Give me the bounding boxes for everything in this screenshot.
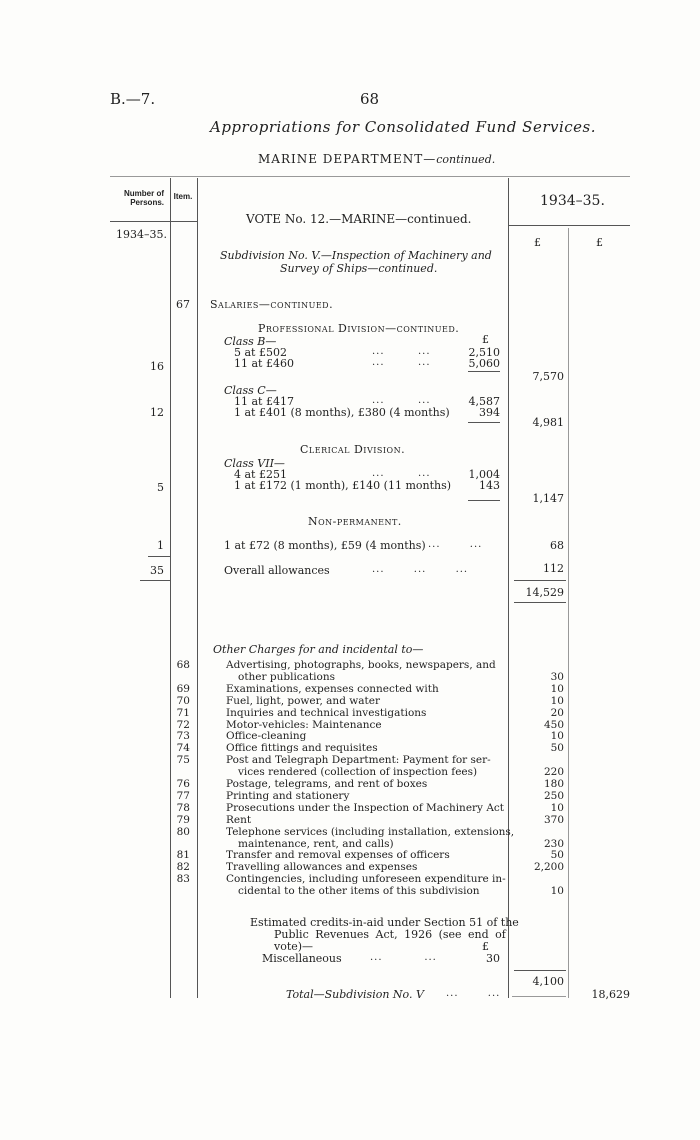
non-permanent-heading: Non-permanent.: [308, 515, 402, 528]
charge-item-number: 75: [176, 754, 190, 767]
credits-line3: vote)—: [274, 940, 314, 953]
class-c-row2-label: 1 at £401 (8 months), £380 (4 months): [234, 406, 450, 419]
charge-item-amount: 370: [543, 813, 564, 826]
class-c-row1-label: 11 at £417: [234, 395, 294, 408]
item-text-divider: [197, 178, 198, 998]
pound-sign-col1: £: [534, 236, 541, 249]
clerical-division-heading: Clerical Division.: [300, 443, 406, 456]
charge-item-label: Contingencies, including unforeseen expenditure in-: [226, 873, 506, 886]
leader-dots: ... ...: [372, 346, 431, 357]
pound-sign-subcol: £: [482, 333, 489, 346]
salaries-sum-rule: [514, 580, 566, 581]
non-permanent-amount: 68: [550, 539, 564, 552]
charge-item-label-cont: maintenance, rent, and calls): [238, 837, 394, 850]
charge-item-number: 73: [176, 730, 190, 743]
charge-item-label: Motor-vehicles: Maintenance: [226, 718, 382, 731]
leader-dots: ... ...: [446, 988, 501, 999]
charge-item-amount: 30: [550, 670, 564, 683]
charge-item-amount: 10: [550, 885, 564, 898]
charge-item-number: 80: [176, 825, 190, 838]
class-vii-persons: 5: [157, 481, 164, 494]
charge-item-amount: 2,200: [533, 861, 564, 874]
charge-item-label: Prosecutions under the Inspection of Machinery Act: [226, 801, 505, 814]
amount-divider: [568, 228, 569, 998]
persons-sum-rule: [148, 556, 170, 557]
charge-item-amount: 50: [550, 849, 564, 862]
class-vii-total: 1,147: [532, 492, 564, 505]
class-c-label: Class C—: [224, 384, 277, 397]
leader-dots: ... ...: [372, 395, 431, 406]
charge-item-number: 77: [176, 789, 190, 802]
overall-allowances-amount: 112: [543, 562, 564, 575]
leader-dots: ... ...: [372, 468, 431, 479]
charge-item-label: Post and Telegraph Department: Payment for ser-: [226, 754, 491, 767]
table-top-rule: [110, 176, 630, 177]
class-vii-row2-amount: 143: [479, 479, 500, 492]
charge-item-number: 71: [176, 706, 190, 719]
class-vii-row2-label: 1 at £172 (1 month), £140 (11 months): [234, 479, 452, 492]
class-b-row2-amount: 5,060: [468, 357, 500, 370]
document-ref: B.—7.: [110, 90, 156, 108]
salaries-total: 14,529: [525, 586, 564, 599]
charge-item-number: 68: [176, 659, 190, 671]
right-header-rule: [508, 225, 630, 226]
vote-heading: VOTE No. 12.—MARINE—continued.: [246, 212, 472, 226]
persons-year-label: 1934–35.: [116, 228, 167, 241]
left-header-rule: [110, 221, 197, 222]
salaries-heading: Salaries—continued.: [210, 298, 334, 311]
charge-item-label: Office fittings and requisites: [226, 742, 378, 755]
persons-column-header: Number of Persons.: [124, 189, 164, 207]
credits-pound-sign: £: [482, 940, 489, 953]
miscellaneous-amount: 30: [486, 952, 500, 965]
charge-item-amount: 250: [543, 789, 564, 802]
sum-rule: [468, 422, 500, 423]
text-amount-divider: [508, 178, 509, 998]
charge-item-number: 78: [176, 801, 190, 814]
class-vii-row1-amount: 1,004: [468, 468, 500, 481]
class-vii-label: Class VII—: [224, 457, 285, 470]
page-title: Appropriations for Consolidated Fund Services.: [210, 118, 597, 136]
subdivision-line1: Subdivision No. V.—Inspection of Machinery and: [220, 249, 492, 262]
charge-item-number: 70: [176, 694, 190, 707]
charge-item-label: Telephone services (including installation, extensions,: [226, 825, 515, 838]
charge-item-number: 82: [176, 861, 190, 874]
charge-item-label: Travelling allowances and expenses: [226, 861, 418, 874]
credits-line1: Estimated credits-in-aid under Section 51 of the: [250, 916, 519, 929]
professional-division-heading: Professional Division—continued.: [258, 322, 460, 335]
charge-item-amount: 10: [550, 682, 564, 695]
class-b-row1-amount: 2,510: [468, 346, 500, 359]
charge-item-amount: 450: [543, 718, 564, 731]
grand-total-leader-rule: [512, 996, 566, 997]
year-column-header: 1934–35.: [540, 193, 605, 209]
charge-item-label: Printing and stationery: [226, 789, 350, 802]
charge-item-number: 72: [176, 718, 190, 731]
other-charges-total: 4,100: [532, 975, 564, 988]
total-persons: 35: [150, 564, 164, 577]
class-b-persons: 16: [150, 360, 164, 373]
subdivision-line2: Survey of Ships—continued.: [280, 262, 438, 275]
charge-item-number: 76: [176, 778, 190, 790]
charge-item-number: 83: [176, 873, 190, 886]
charge-item-label-cont: cidental to the other items of this subdivision: [238, 885, 480, 898]
item-number: 67: [176, 298, 190, 311]
charge-item-amount: 180: [543, 778, 564, 790]
charge-item-number: 74: [176, 742, 190, 755]
charge-item-label: Fuel, light, power, and water: [226, 694, 380, 707]
class-c-row2-amount: 394: [479, 406, 500, 419]
charge-item-label: Postage, telegrams, and rent of boxes: [226, 778, 428, 790]
credits-line2: Public Revenues Act, 1926 (see end of: [274, 928, 506, 941]
class-b-row1-label: 5 at £502: [234, 346, 287, 359]
charge-item-amount: 10: [550, 730, 564, 743]
charge-item-amount: 10: [550, 801, 564, 814]
pound-sign-col2: £: [596, 236, 603, 249]
grand-total-amount: 18,629: [591, 988, 630, 1001]
leader-dots: ... ...: [428, 539, 483, 550]
charge-item-label-cont: other publications: [238, 670, 335, 683]
charge-item-amount: 220: [543, 766, 564, 779]
charge-item-label: Inquiries and technical investigations: [226, 706, 427, 719]
salaries-total-rule: [514, 602, 566, 603]
department-heading: MARINE DEPARTMENT—continued.: [258, 152, 496, 166]
charge-item-label: Rent: [226, 813, 252, 826]
class-b-label: Class B—: [224, 335, 277, 348]
sum-rule: [468, 500, 500, 501]
other-charges-heading: Other Charges for and incidental to—: [213, 643, 424, 656]
sum-rule: [468, 371, 500, 372]
charge-item-amount: 230: [543, 837, 564, 850]
charge-item-label: Office-cleaning: [226, 730, 307, 743]
leader-dots: ... ...: [372, 357, 431, 368]
persons-total-rule: [140, 580, 170, 581]
page-number: 68: [360, 90, 380, 108]
leader-dots: ... ...: [370, 952, 437, 963]
charge-item-label: Advertising, photographs, books, newspapers, and: [226, 659, 496, 671]
class-vii-row1-label: 4 at £251: [234, 468, 287, 481]
overall-allowances-label: Overall allowances: [224, 564, 330, 577]
non-permanent-row-label: 1 at £72 (8 months), £59 (4 months): [224, 539, 426, 552]
charge-item-number: 81: [176, 849, 190, 862]
persons-item-divider: [170, 178, 171, 998]
charge-item-amount: 20: [550, 706, 564, 719]
charge-item-amount: 50: [550, 742, 564, 755]
charge-item-amount: 10: [550, 694, 564, 707]
other-charges-sum-rule: [514, 970, 566, 971]
class-c-row1-amount: 4,587: [468, 395, 500, 408]
charge-item-label-cont: vices rendered (collection of inspection fees): [238, 766, 478, 779]
grand-total-label: Total—Subdivision No. V: [286, 988, 424, 1001]
charge-item-label: Transfer and removal expenses of officers: [226, 849, 450, 862]
class-c-persons: 12: [150, 406, 164, 419]
class-b-total: 7,570: [532, 370, 564, 383]
charge-item-label: Examinations, expenses connected with: [226, 682, 439, 695]
non-permanent-persons: 1: [157, 539, 164, 552]
miscellaneous-label: Miscellaneous: [262, 952, 342, 965]
leader-dots: ... ... ...: [372, 564, 469, 575]
item-column-header: Item.: [173, 192, 193, 201]
class-c-total: 4,981: [532, 416, 564, 429]
charge-item-number: 79: [176, 813, 190, 826]
charge-item-number: 69: [176, 682, 190, 695]
class-b-row2-label: 11 at £460: [234, 357, 294, 370]
